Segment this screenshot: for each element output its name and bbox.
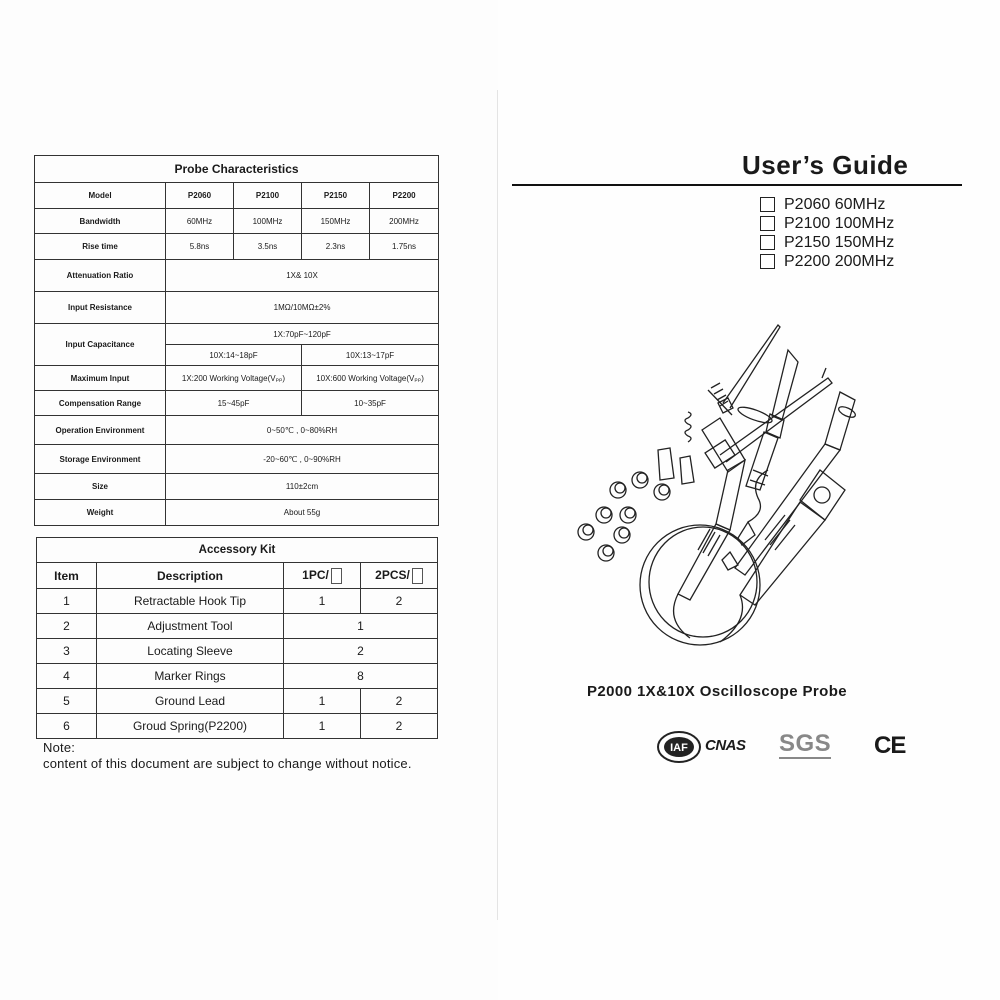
table-row (37, 714, 438, 739)
note-text: content of this document are subject to change without notice. (43, 756, 412, 771)
accessory-kit-table (36, 537, 438, 739)
checkbox-icon (760, 197, 775, 212)
item-qty: 1 (284, 614, 438, 639)
table-row (37, 689, 438, 714)
probe-characteristics-table (34, 155, 439, 526)
cable-coil-icon (640, 525, 760, 645)
item-number: 5 (37, 689, 97, 714)
model-option-label: P2060 60MHz (784, 196, 886, 213)
model-cell: P2200 (370, 183, 439, 209)
svg-text:IAF: IAF (670, 742, 688, 754)
max-input-label: Maximum Input (35, 366, 166, 391)
model-option (760, 233, 894, 252)
operation-env-label: Operation Environment (35, 416, 166, 445)
item-qty-1pc: 1 (284, 689, 361, 714)
table-row (37, 614, 438, 639)
rise-time-value: 5.8ns (166, 234, 234, 260)
rise-time-value: 1.75ns (370, 234, 439, 260)
table-row (37, 639, 438, 664)
item-qty-1pc: 1 (284, 714, 361, 739)
max-input-1x: 1X:200 Working Voltage(Vₚₚ) (166, 366, 302, 391)
description-header: Description (97, 563, 284, 589)
item-qty-2pcs: 2 (361, 689, 438, 714)
item-header: Item (37, 563, 97, 589)
input-resistance-label: Input Resistance (35, 292, 166, 324)
accessory-kit-title: Accessory Kit (37, 538, 438, 563)
input-capacitance-1x: 1X:70pF~120pF (166, 324, 439, 345)
model-cell: P2060 (166, 183, 234, 209)
storage-env-value: -20~60℃ , 0~90%RH (166, 445, 439, 474)
product-title: P2000 1X&10X Oscilloscope Probe (587, 683, 848, 700)
item-qty: 2 (284, 639, 438, 664)
weight-value: About 55g (166, 500, 439, 526)
model-cell: P2150 (302, 183, 370, 209)
item-description: Locating Sleeve (97, 639, 284, 664)
checkbox-icon (331, 568, 342, 584)
weight-label: Weight (35, 500, 166, 526)
one-pc-header-label: 1PC/ (302, 567, 329, 582)
item-number: 6 (37, 714, 97, 739)
model-label: Model (35, 183, 166, 209)
bandwidth-value: 200MHz (370, 209, 439, 234)
table-row (37, 664, 438, 689)
size-value: 110±2cm (166, 474, 439, 500)
adjustment-tool-icon (708, 325, 780, 415)
max-input-10x: 10X:600 Working Voltage(Vₚₚ) (302, 366, 439, 391)
sgs-logo: SGS (779, 730, 832, 757)
input-capacitance-10x: 10X:14~18pF (166, 345, 302, 366)
item-number: 1 (37, 589, 97, 614)
input-capacitance-10x: 10X:13~17pF (302, 345, 439, 366)
rise-time-label: Rise time (35, 234, 166, 260)
item-qty-1pc: 1 (284, 589, 361, 614)
ce-mark: CE (874, 732, 906, 759)
cnas-logo: CNAS (705, 737, 746, 754)
input-capacitance-label: Input Capacitance (35, 324, 166, 366)
item-description: Groud Spring(P2200) (97, 714, 284, 739)
title-rule (512, 184, 962, 186)
rise-time-value: 2.3ns (302, 234, 370, 260)
probe-kit-illustration (570, 320, 890, 650)
model-cell: P2100 (234, 183, 302, 209)
item-number: 3 (37, 639, 97, 664)
item-qty-2pcs: 2 (361, 589, 438, 614)
item-qty: 8 (284, 664, 438, 689)
model-option-label: P2150 150MHz (784, 234, 895, 251)
note (43, 740, 412, 772)
checkbox-icon (760, 216, 775, 231)
operation-env-value: 0~50℃ , 0~80%RH (166, 416, 439, 445)
storage-env-label: Storage Environment (35, 445, 166, 474)
compensation-label: Compensation Range (35, 391, 166, 416)
item-description: Ground Lead (97, 689, 284, 714)
compensation-value: 10~35pF (302, 391, 439, 416)
item-description: Adjustment Tool (97, 614, 284, 639)
model-list (760, 195, 894, 271)
checkbox-icon (412, 568, 423, 584)
bandwidth-label: Bandwidth (35, 209, 166, 234)
model-option-label: P2200 200MHz (784, 253, 895, 270)
iaf-logo-icon (656, 730, 702, 764)
guide-title: User’s Guide (742, 150, 909, 180)
two-pcs-header-label: 2PCS/ (375, 567, 410, 582)
input-resistance-value: 1MΩ/10MΩ±2% (166, 292, 439, 324)
bnc-connector-icon (735, 392, 857, 605)
note-label: Note: (43, 740, 76, 755)
two-pcs-header (361, 563, 438, 589)
attenuation-value: 1X& 10X (166, 260, 439, 292)
probe-characteristics-title: Probe Characteristics (35, 156, 439, 183)
model-option (760, 214, 894, 233)
checkbox-icon (760, 254, 775, 269)
size-label: Size (35, 474, 166, 500)
page-fold (497, 90, 498, 920)
model-option (760, 252, 894, 271)
one-pc-header (284, 563, 361, 589)
checkbox-icon (760, 235, 775, 250)
item-description: Retractable Hook Tip (97, 589, 284, 614)
item-number: 4 (37, 664, 97, 689)
item-description: Marker Rings (97, 664, 284, 689)
model-option-label: P2100 100MHz (784, 215, 895, 232)
item-number: 2 (37, 614, 97, 639)
attenuation-label: Attenuation Ratio (35, 260, 166, 292)
bandwidth-value: 100MHz (234, 209, 302, 234)
bandwidth-value: 150MHz (302, 209, 370, 234)
ground-spring-icon (685, 412, 691, 442)
item-qty-2pcs: 2 (361, 714, 438, 739)
model-option (760, 195, 894, 214)
marker-ring-icon (578, 472, 670, 561)
table-row (37, 589, 438, 614)
rise-time-value: 3.5ns (234, 234, 302, 260)
bandwidth-value: 60MHz (166, 209, 234, 234)
locating-sleeve-icon (658, 448, 694, 484)
compensation-value: 15~45pF (166, 391, 302, 416)
